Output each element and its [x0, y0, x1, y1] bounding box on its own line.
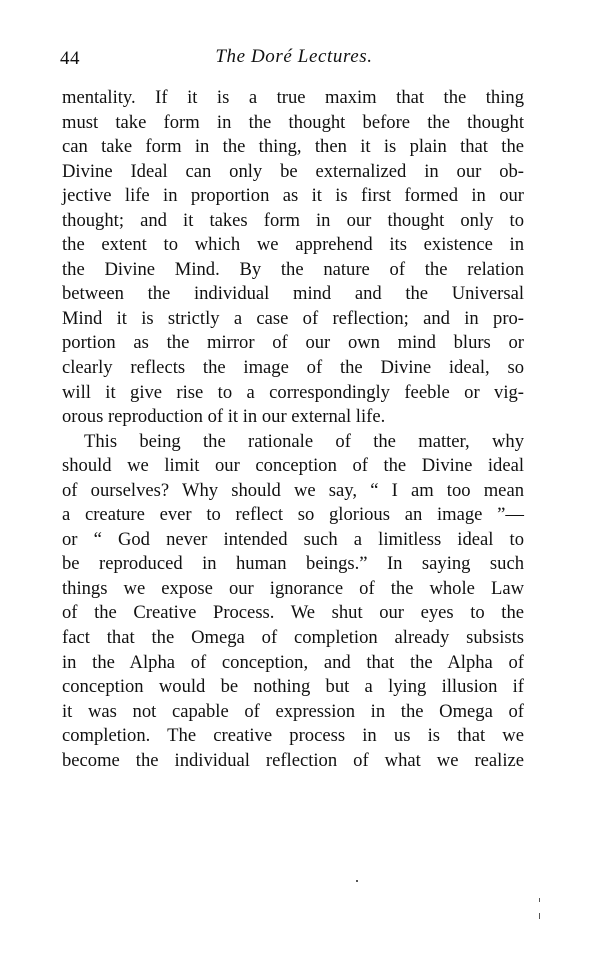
text-line: orous reproduction of it in our external life.	[62, 406, 386, 428]
running-header	[60, 44, 528, 72]
text-line: thought; and it takes form in our thought only to	[62, 209, 524, 231]
text-line: must take form in the thought before the thought	[62, 111, 524, 133]
text-line: become the individual reflection of what we realize	[62, 749, 524, 771]
text-line: the extent to which we apprehend its existence in	[62, 234, 524, 256]
text-line: This being the rationale of the matter, why	[84, 430, 524, 452]
paragraph-1	[62, 86, 524, 430]
text-line: completion. The creative process in us is that we	[62, 725, 524, 747]
text-line: be reproduced in human beings.” In saying such	[62, 553, 524, 575]
text-line: in the Alpha of conception, and that the Alpha of	[62, 651, 524, 673]
text-line: fact that the Omega of completion already subsists	[62, 627, 524, 649]
scan-speck	[356, 880, 358, 882]
text-line: things we expose our ignorance of the whole Law	[62, 577, 524, 599]
text-line: of the Creative Process. We shut our eyes to the	[62, 602, 524, 624]
text-line: Mind it is strictly a case of reflection; and in pro-	[62, 307, 524, 329]
text-line: or “ God never intended such a limitless ideal to	[62, 528, 524, 550]
text-line: will it give rise to a correspondingly feeble or vig-	[62, 381, 524, 403]
text-line: it was not capable of expression in the Omega of	[62, 700, 524, 722]
body-text	[62, 86, 524, 773]
text-line: of ourselves? Why should we say, “ I am too mean	[62, 479, 524, 501]
text-line: the Divine Mind. By the nature of the relation	[62, 258, 524, 280]
text-line: jective life in proportion as it is first formed in our	[62, 185, 524, 207]
text-line: conception would be nothing but a lying illusion if	[62, 676, 524, 698]
scan-speck	[539, 898, 540, 902]
text-line: Divine Ideal can only be externalized in our ob-	[62, 160, 524, 182]
text-line: mentality. If it is a true maxim that the thing	[62, 87, 524, 108]
text-line: a creature ever to reflect so glorious an image ”—	[62, 504, 524, 526]
paragraph-2	[62, 430, 524, 774]
text-line: portion as the mirror of our own mind blurs or	[62, 332, 524, 354]
text-line: between the individual mind and the Universal	[62, 283, 524, 305]
page-number: 44	[60, 48, 80, 69]
scan-speck	[539, 913, 540, 919]
text-line: should we limit our conception of the Divine ideal	[62, 455, 524, 477]
text-line: can take form in the thing, then it is plain that the	[62, 136, 524, 158]
text-line: clearly reflects the image of the Divine ideal, so	[62, 357, 524, 379]
running-title: The Doré Lectures.	[215, 46, 373, 67]
